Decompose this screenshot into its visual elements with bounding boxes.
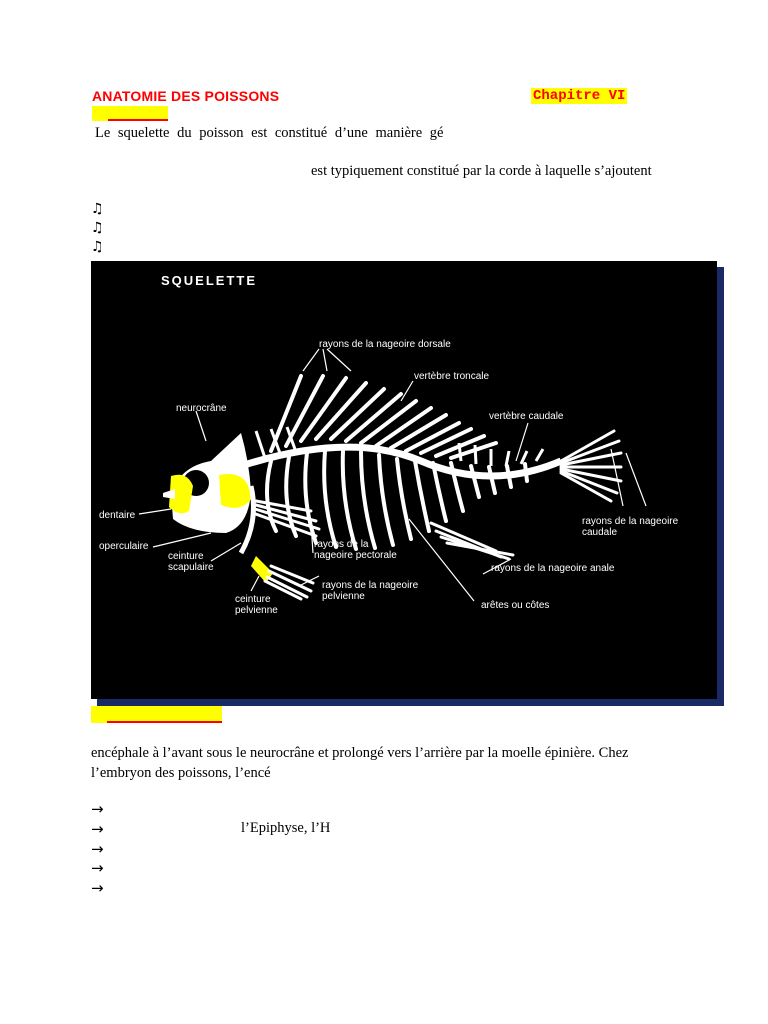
music-note-bullet: ♫ [91, 239, 104, 255]
fish-skeleton-figure [91, 261, 717, 699]
label-scapular-girdle-2: scapulaire [168, 562, 214, 573]
label-anal-rays: rayons de la nageoire anale [491, 563, 615, 574]
label-caudal-rays: rayons de la nageoire [582, 516, 679, 527]
label-ribs: arêtes ou côtes [481, 600, 550, 611]
label-opercular: operculaire [99, 541, 149, 552]
arrow-bullet: → [91, 800, 104, 818]
figure-heading: SQUELETTE [161, 273, 258, 288]
arrow-bullet: → [91, 879, 104, 897]
label-dentary: dentaire [99, 510, 136, 521]
label-pelvic-girdle-2: pelvienne [235, 605, 278, 616]
paragraph-line: est typiquement constitué par la corde à laquelle s’ajoutent [311, 163, 652, 179]
anal-fin-rays [431, 523, 513, 559]
pectoral-fin-rays [253, 501, 319, 536]
intro-paragraph: Le squelette du poisson est constitué d’une manière gé [95, 125, 444, 141]
arrow-bullet: → [91, 859, 104, 877]
arrow-bullet: → [91, 840, 104, 858]
label-caudal-vertebra: vertèbre caudale [489, 411, 564, 422]
label-pelvic-girdle: ceinture [235, 594, 271, 605]
document-title: ANATOMIE DES POISSONS [92, 88, 280, 104]
neural-spines [256, 427, 543, 466]
label-pectoral-rays-2: nageoire pectorale [314, 550, 397, 561]
nervous-system-paragraph: encéphale à l’avant sous le neurocrâne et prolongé vers l’arrière par la moelle épinière. Chez l’embryon des poissons, l’encé [91, 745, 629, 781]
dorsal-fin-rays [271, 376, 496, 458]
label-pelvic-rays-2: pelvienne [322, 591, 365, 602]
caudal-fin-rays [561, 431, 621, 501]
label-scapular-girdle: ceinture [168, 551, 204, 562]
label-trunk-vertebra: vertèbre troncale [414, 371, 490, 382]
chapter-label: Chapitre VI [533, 88, 626, 104]
snout [163, 489, 175, 499]
label-pectoral-rays: rayons de la [314, 539, 369, 550]
label-neurocranium: neurocrâne [176, 403, 227, 414]
epiphyse-line: l’Epiphyse, l’H [241, 820, 331, 836]
music-note-bullet: ♫ [91, 220, 104, 236]
arrow-bullet: → [91, 820, 104, 838]
highlight-mark [92, 106, 168, 121]
music-note-bullet: ♫ [91, 201, 104, 217]
label-dorsal-rays: rayons de la nageoire dorsale [319, 339, 451, 350]
highlight-mark [91, 706, 222, 723]
label-caudal-rays-2: caudale [582, 527, 618, 538]
ribs [267, 451, 527, 549]
label-pelvic-rays: rayons de la nageoire [322, 580, 419, 591]
